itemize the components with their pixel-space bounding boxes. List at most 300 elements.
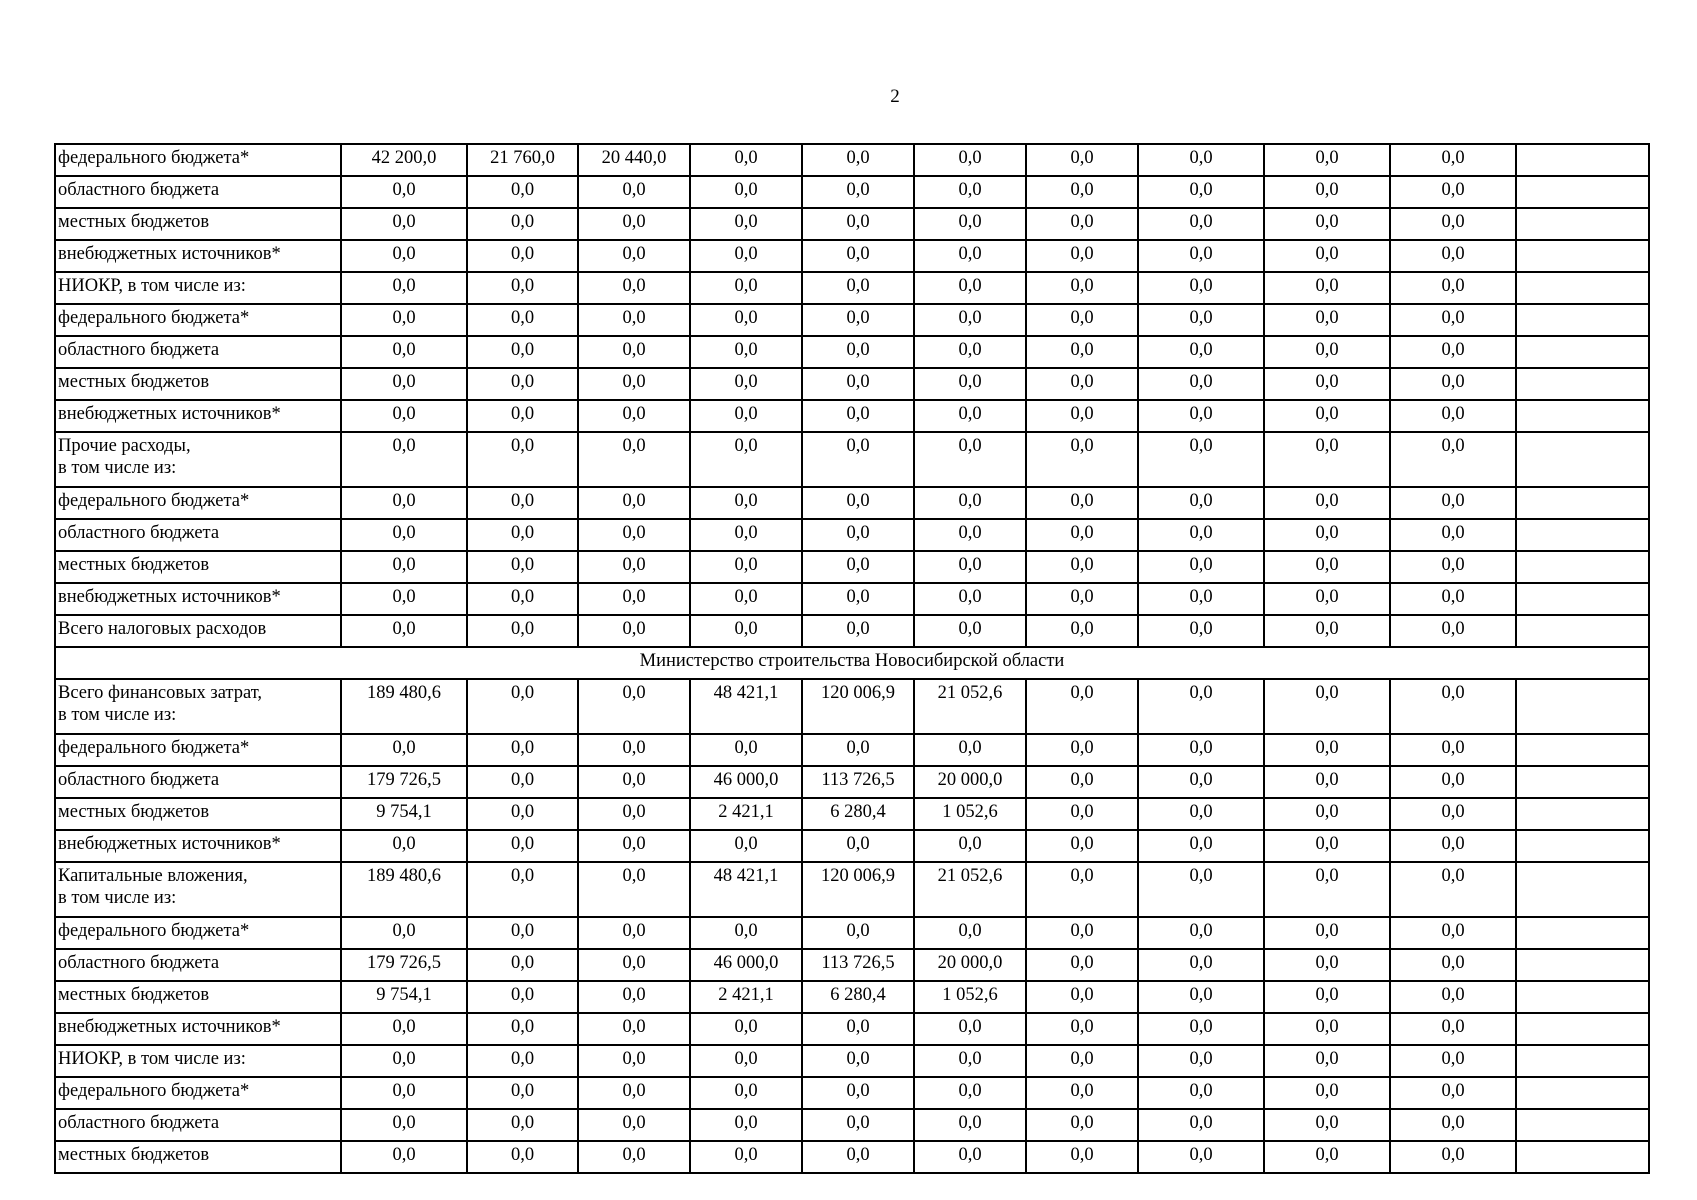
row-label: федерального бюджета* bbox=[55, 734, 341, 766]
value-cell: 0,0 bbox=[341, 487, 467, 519]
value-cell: 0,0 bbox=[1264, 240, 1390, 272]
value-cell: 0,0 bbox=[802, 917, 914, 949]
table-row bbox=[55, 144, 1649, 176]
value-cell: 0,0 bbox=[802, 336, 914, 368]
value-cell: 0,0 bbox=[1138, 144, 1264, 176]
table-row bbox=[55, 583, 1649, 615]
value-cell: 0,0 bbox=[1264, 981, 1390, 1013]
value-cell: 0,0 bbox=[578, 830, 690, 862]
value-cell: 0,0 bbox=[1026, 583, 1138, 615]
empty-cell bbox=[1516, 368, 1649, 400]
value-cell: 0,0 bbox=[802, 734, 914, 766]
value-cell: 0,0 bbox=[467, 1045, 578, 1077]
value-cell: 0,0 bbox=[690, 272, 802, 304]
value-cell: 0,0 bbox=[1026, 144, 1138, 176]
value-cell: 0,0 bbox=[690, 917, 802, 949]
value-cell: 0,0 bbox=[802, 551, 914, 583]
row-label: федерального бюджета* bbox=[55, 1077, 341, 1109]
empty-cell bbox=[1516, 432, 1649, 487]
value-cell: 6 280,4 bbox=[802, 981, 914, 1013]
value-cell: 0,0 bbox=[341, 734, 467, 766]
value-cell: 0,0 bbox=[690, 583, 802, 615]
value-cell: 0,0 bbox=[467, 272, 578, 304]
value-cell: 0,0 bbox=[914, 551, 1026, 583]
value-cell: 0,0 bbox=[1264, 368, 1390, 400]
value-cell: 0,0 bbox=[802, 1045, 914, 1077]
value-cell: 0,0 bbox=[1026, 1077, 1138, 1109]
value-cell: 0,0 bbox=[578, 336, 690, 368]
value-cell: 0,0 bbox=[341, 368, 467, 400]
value-cell: 0,0 bbox=[578, 1077, 690, 1109]
section-row bbox=[55, 647, 1649, 679]
value-cell: 0,0 bbox=[1264, 487, 1390, 519]
table-row bbox=[55, 981, 1649, 1013]
empty-cell bbox=[1516, 304, 1649, 336]
value-cell: 20 440,0 bbox=[578, 144, 690, 176]
value-cell: 0,0 bbox=[802, 272, 914, 304]
value-cell: 0,0 bbox=[467, 432, 578, 487]
value-cell: 0,0 bbox=[467, 1013, 578, 1045]
value-cell: 0,0 bbox=[1264, 144, 1390, 176]
value-cell: 0,0 bbox=[1390, 949, 1516, 981]
value-cell: 189 480,6 bbox=[341, 862, 467, 917]
row-label: местных бюджетов bbox=[55, 1141, 341, 1173]
row-label: Всего налоговых расходов bbox=[55, 615, 341, 647]
budget-table bbox=[54, 143, 1650, 1174]
value-cell: 0,0 bbox=[1138, 949, 1264, 981]
row-label: местных бюджетов bbox=[55, 981, 341, 1013]
row-label: областного бюджета bbox=[55, 1109, 341, 1141]
value-cell: 0,0 bbox=[1026, 1013, 1138, 1045]
value-cell: 0,0 bbox=[1390, 1141, 1516, 1173]
value-cell: 0,0 bbox=[1026, 240, 1138, 272]
value-cell: 0,0 bbox=[914, 830, 1026, 862]
value-cell: 0,0 bbox=[341, 176, 467, 208]
value-cell: 0,0 bbox=[914, 432, 1026, 487]
value-cell: 0,0 bbox=[341, 208, 467, 240]
row-label: федерального бюджета* bbox=[55, 144, 341, 176]
value-cell: 21 052,6 bbox=[914, 862, 1026, 917]
table-row bbox=[55, 176, 1649, 208]
value-cell: 0,0 bbox=[467, 583, 578, 615]
value-cell: 0,0 bbox=[1390, 862, 1516, 917]
value-cell: 0,0 bbox=[467, 1141, 578, 1173]
value-cell: 0,0 bbox=[1390, 336, 1516, 368]
table-row bbox=[55, 1045, 1649, 1077]
value-cell: 0,0 bbox=[802, 487, 914, 519]
table-row bbox=[55, 208, 1649, 240]
value-cell: 0,0 bbox=[1138, 519, 1264, 551]
table-row bbox=[55, 304, 1649, 336]
empty-cell bbox=[1516, 272, 1649, 304]
value-cell: 0,0 bbox=[1390, 240, 1516, 272]
value-cell: 0,0 bbox=[1026, 917, 1138, 949]
value-cell: 0,0 bbox=[467, 240, 578, 272]
value-cell: 0,0 bbox=[1264, 1109, 1390, 1141]
value-cell: 0,0 bbox=[1026, 208, 1138, 240]
table-row bbox=[55, 766, 1649, 798]
value-cell: 0,0 bbox=[802, 240, 914, 272]
row-label: местных бюджетов bbox=[55, 368, 341, 400]
value-cell: 0,0 bbox=[1138, 551, 1264, 583]
value-cell: 0,0 bbox=[467, 679, 578, 734]
value-cell: 0,0 bbox=[1138, 272, 1264, 304]
value-cell: 0,0 bbox=[578, 734, 690, 766]
value-cell: 0,0 bbox=[802, 1013, 914, 1045]
value-cell: 0,0 bbox=[1026, 679, 1138, 734]
value-cell: 0,0 bbox=[1390, 679, 1516, 734]
value-cell: 0,0 bbox=[802, 368, 914, 400]
value-cell: 0,0 bbox=[578, 519, 690, 551]
table-row bbox=[55, 1141, 1649, 1173]
value-cell: 6 280,4 bbox=[802, 798, 914, 830]
value-cell: 0,0 bbox=[1390, 144, 1516, 176]
value-cell: 0,0 bbox=[1026, 734, 1138, 766]
empty-cell bbox=[1516, 798, 1649, 830]
value-cell: 0,0 bbox=[690, 304, 802, 336]
table-row bbox=[55, 1013, 1649, 1045]
row-label: федерального бюджета* bbox=[55, 917, 341, 949]
value-cell: 0,0 bbox=[914, 1109, 1026, 1141]
value-cell: 0,0 bbox=[578, 368, 690, 400]
table-row bbox=[55, 551, 1649, 583]
value-cell: 0,0 bbox=[914, 917, 1026, 949]
value-cell: 0,0 bbox=[1264, 862, 1390, 917]
value-cell: 0,0 bbox=[690, 1045, 802, 1077]
value-cell: 0,0 bbox=[1138, 1109, 1264, 1141]
value-cell: 42 200,0 bbox=[341, 144, 467, 176]
value-cell: 0,0 bbox=[467, 862, 578, 917]
value-cell: 0,0 bbox=[1138, 766, 1264, 798]
value-cell: 0,0 bbox=[914, 400, 1026, 432]
value-cell: 0,0 bbox=[467, 519, 578, 551]
value-cell: 0,0 bbox=[341, 400, 467, 432]
value-cell: 20 000,0 bbox=[914, 766, 1026, 798]
value-cell: 0,0 bbox=[1264, 766, 1390, 798]
table-row bbox=[55, 734, 1649, 766]
table-row bbox=[55, 487, 1649, 519]
value-cell: 0,0 bbox=[1390, 1013, 1516, 1045]
row-label: Прочие расходы, в том числе из: bbox=[55, 432, 341, 487]
value-cell: 0,0 bbox=[467, 368, 578, 400]
value-cell: 0,0 bbox=[1390, 615, 1516, 647]
value-cell: 0,0 bbox=[802, 1077, 914, 1109]
value-cell: 0,0 bbox=[1026, 400, 1138, 432]
empty-cell bbox=[1516, 144, 1649, 176]
value-cell: 0,0 bbox=[1138, 1045, 1264, 1077]
table-row bbox=[55, 615, 1649, 647]
value-cell: 1 052,6 bbox=[914, 981, 1026, 1013]
value-cell: 0,0 bbox=[578, 615, 690, 647]
value-cell: 189 480,6 bbox=[341, 679, 467, 734]
value-cell: 0,0 bbox=[802, 519, 914, 551]
empty-cell bbox=[1516, 487, 1649, 519]
value-cell: 0,0 bbox=[1026, 487, 1138, 519]
table-row bbox=[55, 272, 1649, 304]
value-cell: 0,0 bbox=[914, 615, 1026, 647]
value-cell: 0,0 bbox=[1264, 1045, 1390, 1077]
value-cell: 0,0 bbox=[467, 304, 578, 336]
value-cell: 0,0 bbox=[914, 368, 1026, 400]
empty-cell bbox=[1516, 1045, 1649, 1077]
value-cell: 0,0 bbox=[802, 1141, 914, 1173]
value-cell: 21 760,0 bbox=[467, 144, 578, 176]
value-cell: 0,0 bbox=[1264, 679, 1390, 734]
value-cell: 0,0 bbox=[467, 981, 578, 1013]
row-label: Всего финансовых затрат, в том числе из: bbox=[55, 679, 341, 734]
value-cell: 0,0 bbox=[1138, 1013, 1264, 1045]
value-cell: 0,0 bbox=[1264, 1013, 1390, 1045]
value-cell: 0,0 bbox=[467, 798, 578, 830]
empty-cell bbox=[1516, 734, 1649, 766]
value-cell: 0,0 bbox=[1390, 400, 1516, 432]
empty-cell bbox=[1516, 830, 1649, 862]
value-cell: 0,0 bbox=[1138, 981, 1264, 1013]
value-cell: 0,0 bbox=[1138, 208, 1264, 240]
value-cell: 0,0 bbox=[914, 1141, 1026, 1173]
value-cell: 0,0 bbox=[1264, 432, 1390, 487]
value-cell: 0,0 bbox=[1390, 368, 1516, 400]
table-row bbox=[55, 949, 1649, 981]
value-cell: 0,0 bbox=[341, 1013, 467, 1045]
value-cell: 113 726,5 bbox=[802, 766, 914, 798]
value-cell: 0,0 bbox=[467, 766, 578, 798]
value-cell: 0,0 bbox=[802, 144, 914, 176]
value-cell: 0,0 bbox=[690, 487, 802, 519]
value-cell: 0,0 bbox=[914, 304, 1026, 336]
value-cell: 0,0 bbox=[1264, 1141, 1390, 1173]
value-cell: 0,0 bbox=[914, 144, 1026, 176]
value-cell: 0,0 bbox=[341, 304, 467, 336]
value-cell: 0,0 bbox=[578, 862, 690, 917]
value-cell: 0,0 bbox=[467, 830, 578, 862]
value-cell: 20 000,0 bbox=[914, 949, 1026, 981]
value-cell: 0,0 bbox=[1390, 432, 1516, 487]
value-cell: 0,0 bbox=[341, 1109, 467, 1141]
row-label: местных бюджетов bbox=[55, 551, 341, 583]
value-cell: 0,0 bbox=[914, 583, 1026, 615]
value-cell: 0,0 bbox=[1138, 432, 1264, 487]
value-cell: 0,0 bbox=[1264, 272, 1390, 304]
value-cell: 0,0 bbox=[467, 336, 578, 368]
value-cell: 0,0 bbox=[1026, 981, 1138, 1013]
value-cell: 0,0 bbox=[578, 304, 690, 336]
value-cell: 0,0 bbox=[690, 240, 802, 272]
table-row bbox=[55, 917, 1649, 949]
value-cell: 0,0 bbox=[341, 1141, 467, 1173]
value-cell: 0,0 bbox=[1138, 400, 1264, 432]
value-cell: 9 754,1 bbox=[341, 798, 467, 830]
value-cell: 0,0 bbox=[578, 400, 690, 432]
value-cell: 0,0 bbox=[341, 1077, 467, 1109]
value-cell: 0,0 bbox=[1390, 917, 1516, 949]
value-cell: 0,0 bbox=[1390, 1109, 1516, 1141]
value-cell: 0,0 bbox=[914, 1077, 1026, 1109]
value-cell: 113 726,5 bbox=[802, 949, 914, 981]
table-row bbox=[55, 519, 1649, 551]
value-cell: 0,0 bbox=[341, 583, 467, 615]
value-cell: 0,0 bbox=[914, 1045, 1026, 1077]
value-cell: 0,0 bbox=[1026, 336, 1138, 368]
value-cell: 0,0 bbox=[1138, 368, 1264, 400]
value-cell: 0,0 bbox=[802, 432, 914, 487]
row-label: федерального бюджета* bbox=[55, 304, 341, 336]
value-cell: 0,0 bbox=[578, 917, 690, 949]
value-cell: 0,0 bbox=[1390, 208, 1516, 240]
empty-cell bbox=[1516, 981, 1649, 1013]
value-cell: 0,0 bbox=[802, 176, 914, 208]
value-cell: 0,0 bbox=[1390, 1077, 1516, 1109]
empty-cell bbox=[1516, 1141, 1649, 1173]
value-cell: 0,0 bbox=[1138, 798, 1264, 830]
value-cell: 0,0 bbox=[1390, 519, 1516, 551]
value-cell: 0,0 bbox=[578, 487, 690, 519]
value-cell: 0,0 bbox=[467, 551, 578, 583]
value-cell: 0,0 bbox=[802, 1109, 914, 1141]
value-cell: 0,0 bbox=[467, 1109, 578, 1141]
value-cell: 0,0 bbox=[578, 551, 690, 583]
table-row bbox=[55, 1109, 1649, 1141]
row-label: внебюджетных источников* bbox=[55, 1013, 341, 1045]
value-cell: 9 754,1 bbox=[341, 981, 467, 1013]
empty-cell bbox=[1516, 917, 1649, 949]
value-cell: 0,0 bbox=[1264, 336, 1390, 368]
row-label: областного бюджета bbox=[55, 176, 341, 208]
empty-cell bbox=[1516, 551, 1649, 583]
value-cell: 0,0 bbox=[467, 176, 578, 208]
value-cell: 0,0 bbox=[1390, 551, 1516, 583]
value-cell: 48 421,1 bbox=[690, 862, 802, 917]
table-row bbox=[55, 679, 1649, 734]
value-cell: 0,0 bbox=[1390, 981, 1516, 1013]
value-cell: 0,0 bbox=[1138, 304, 1264, 336]
value-cell: 0,0 bbox=[690, 336, 802, 368]
value-cell: 0,0 bbox=[341, 1045, 467, 1077]
value-cell: 0,0 bbox=[914, 272, 1026, 304]
row-label: областного бюджета bbox=[55, 766, 341, 798]
section-title: Министерство строительства Новосибирской области bbox=[55, 647, 1649, 679]
row-label: НИОКР, в том числе из: bbox=[55, 1045, 341, 1077]
value-cell: 0,0 bbox=[1390, 487, 1516, 519]
value-cell: 0,0 bbox=[914, 240, 1026, 272]
value-cell: 0,0 bbox=[690, 144, 802, 176]
table-row bbox=[55, 862, 1649, 917]
row-label: федерального бюджета* bbox=[55, 487, 341, 519]
value-cell: 0,0 bbox=[1138, 583, 1264, 615]
value-cell: 0,0 bbox=[1138, 917, 1264, 949]
value-cell: 0,0 bbox=[914, 176, 1026, 208]
value-cell: 0,0 bbox=[1026, 1109, 1138, 1141]
table-row bbox=[55, 830, 1649, 862]
value-cell: 46 000,0 bbox=[690, 766, 802, 798]
value-cell: 0,0 bbox=[1138, 336, 1264, 368]
value-cell: 0,0 bbox=[467, 615, 578, 647]
row-label: НИОКР, в том числе из: bbox=[55, 272, 341, 304]
value-cell: 0,0 bbox=[690, 1077, 802, 1109]
value-cell: 0,0 bbox=[802, 400, 914, 432]
value-cell: 179 726,5 bbox=[341, 766, 467, 798]
empty-cell bbox=[1516, 583, 1649, 615]
value-cell: 0,0 bbox=[914, 208, 1026, 240]
value-cell: 0,0 bbox=[1264, 798, 1390, 830]
value-cell: 0,0 bbox=[1390, 766, 1516, 798]
value-cell: 2 421,1 bbox=[690, 981, 802, 1013]
value-cell: 1 052,6 bbox=[914, 798, 1026, 830]
value-cell: 0,0 bbox=[1026, 766, 1138, 798]
value-cell: 0,0 bbox=[1264, 519, 1390, 551]
value-cell: 0,0 bbox=[578, 1045, 690, 1077]
value-cell: 0,0 bbox=[914, 734, 1026, 766]
value-cell: 0,0 bbox=[1264, 615, 1390, 647]
value-cell: 0,0 bbox=[467, 400, 578, 432]
value-cell: 0,0 bbox=[1264, 917, 1390, 949]
table-row bbox=[55, 240, 1649, 272]
value-cell: 0,0 bbox=[1390, 304, 1516, 336]
empty-cell bbox=[1516, 1013, 1649, 1045]
value-cell: 0,0 bbox=[690, 400, 802, 432]
value-cell: 0,0 bbox=[1138, 487, 1264, 519]
value-cell: 0,0 bbox=[1264, 830, 1390, 862]
row-label: областного бюджета bbox=[55, 336, 341, 368]
value-cell: 0,0 bbox=[1390, 583, 1516, 615]
value-cell: 0,0 bbox=[578, 798, 690, 830]
value-cell: 0,0 bbox=[578, 1013, 690, 1045]
value-cell: 0,0 bbox=[341, 830, 467, 862]
value-cell: 0,0 bbox=[578, 240, 690, 272]
value-cell: 0,0 bbox=[690, 176, 802, 208]
value-cell: 0,0 bbox=[914, 336, 1026, 368]
value-cell: 0,0 bbox=[578, 208, 690, 240]
value-cell: 0,0 bbox=[1264, 304, 1390, 336]
value-cell: 0,0 bbox=[1026, 551, 1138, 583]
value-cell: 0,0 bbox=[1138, 1077, 1264, 1109]
value-cell: 0,0 bbox=[578, 981, 690, 1013]
value-cell: 48 421,1 bbox=[690, 679, 802, 734]
empty-cell bbox=[1516, 240, 1649, 272]
value-cell: 0,0 bbox=[690, 208, 802, 240]
value-cell: 0,0 bbox=[1138, 830, 1264, 862]
row-label: областного бюджета bbox=[55, 949, 341, 981]
value-cell: 0,0 bbox=[914, 519, 1026, 551]
empty-cell bbox=[1516, 519, 1649, 551]
value-cell: 0,0 bbox=[802, 304, 914, 336]
value-cell: 0,0 bbox=[341, 336, 467, 368]
value-cell: 0,0 bbox=[578, 1109, 690, 1141]
row-label: внебюджетных источников* bbox=[55, 240, 341, 272]
value-cell: 0,0 bbox=[578, 1141, 690, 1173]
value-cell: 0,0 bbox=[1026, 830, 1138, 862]
value-cell: 0,0 bbox=[578, 679, 690, 734]
empty-cell bbox=[1516, 1109, 1649, 1141]
value-cell: 0,0 bbox=[467, 917, 578, 949]
value-cell: 0,0 bbox=[1390, 272, 1516, 304]
value-cell: 0,0 bbox=[802, 830, 914, 862]
value-cell: 0,0 bbox=[914, 1013, 1026, 1045]
value-cell: 0,0 bbox=[1390, 176, 1516, 208]
value-cell: 0,0 bbox=[1026, 432, 1138, 487]
row-label: внебюджетных источников* bbox=[55, 830, 341, 862]
value-cell: 0,0 bbox=[1026, 272, 1138, 304]
value-cell: 0,0 bbox=[467, 1077, 578, 1109]
value-cell: 0,0 bbox=[690, 551, 802, 583]
value-cell: 0,0 bbox=[341, 432, 467, 487]
value-cell: 0,0 bbox=[467, 734, 578, 766]
value-cell: 0,0 bbox=[1026, 862, 1138, 917]
value-cell: 0,0 bbox=[341, 551, 467, 583]
empty-cell bbox=[1516, 208, 1649, 240]
row-label: внебюджетных источников* bbox=[55, 583, 341, 615]
row-label: Капитальные вложения, в том числе из: bbox=[55, 862, 341, 917]
